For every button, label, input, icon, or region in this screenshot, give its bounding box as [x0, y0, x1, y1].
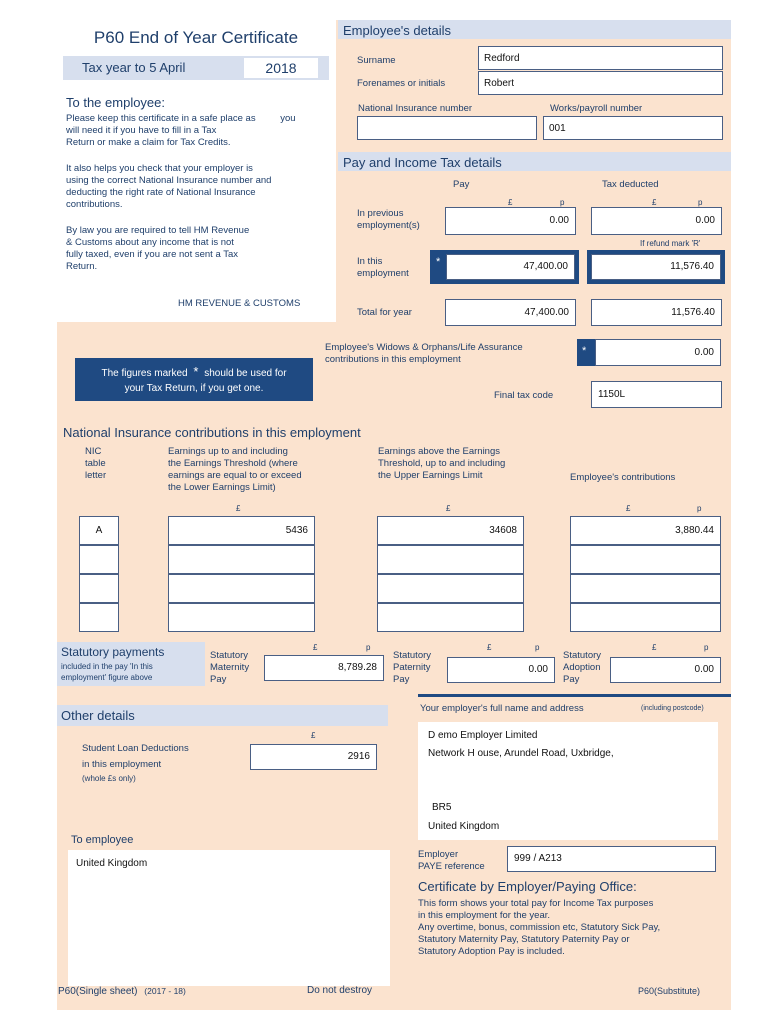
adoption-label	[563, 650, 601, 686]
nic-col2-a: Earnings up to and including	[168, 446, 288, 457]
para1-d: Return or make a claim for Tax Credits.	[66, 137, 231, 148]
para2-c: deducting the right rate of National Insurance	[66, 187, 256, 198]
nic-heading: National Insurance contributions in this employment	[63, 425, 361, 440]
previous-label-a: In previous	[357, 208, 404, 219]
nic-lel-field[interactable]	[168, 545, 315, 574]
nic-contrib-field[interactable]: 3,880.44	[570, 516, 721, 545]
statutory-sub-b: employment' figure above	[61, 673, 153, 682]
maternity-pound: £	[313, 643, 318, 652]
adoption-pound: £	[652, 643, 657, 652]
pay-col-label: Pay	[453, 179, 470, 190]
para1-a: Please keep this certificate in a safe place as	[66, 113, 256, 124]
tax-year-value[interactable]: 2018	[244, 58, 318, 78]
postcode-note: (including postcode)	[641, 705, 704, 712]
nic-col3-a: Earnings above the Earnings	[378, 446, 500, 457]
para2-d: contributions.	[66, 199, 123, 210]
refund-note: If refund mark 'R'	[640, 239, 701, 248]
nic-uel-pound: £	[446, 504, 451, 513]
maternity-c: Pay	[210, 674, 227, 685]
nic-contrib-pound: £	[626, 504, 631, 513]
student-loan-label	[82, 741, 189, 784]
forenames-field[interactable]: Robert	[478, 71, 723, 95]
figures-note-a: The figures marked	[101, 368, 188, 379]
nic-contrib-field[interactable]	[570, 603, 721, 632]
para1-c: will need it if you have to fill in a Tax	[66, 125, 217, 136]
surname-label: Surname	[357, 55, 396, 66]
employer-line4: United Kingdom	[428, 821, 500, 832]
previous-tax-field[interactable]: 0.00	[591, 207, 722, 235]
this-pay-field[interactable]: 47,400.00	[446, 254, 575, 280]
student-loan-pound: £	[311, 731, 316, 740]
footer-right: P60(Substitute)	[638, 986, 701, 996]
nic-lel-pound: £	[236, 504, 241, 513]
pay-pound: £	[508, 198, 513, 207]
to-employee-heading: To the employee:	[66, 95, 166, 110]
employer-name-label: Your employer's full name and address	[420, 703, 584, 714]
adoption-b: Adoption	[563, 662, 601, 673]
nic-col1-c: letter	[85, 470, 107, 481]
to-employee-text	[66, 113, 328, 273]
other-details-heading: Other details	[61, 708, 135, 723]
tax-pence: p	[698, 198, 703, 207]
footer-left	[58, 985, 186, 998]
ni-label: National Insurance number	[358, 103, 473, 114]
para3-d: Return.	[66, 261, 98, 272]
para3-b: & Customs about any income that is not	[66, 237, 234, 248]
para2-a: It also helps you check that your employer is	[66, 163, 253, 174]
previous-label-b: employment(s)	[357, 220, 420, 231]
works-label: Works/payroll number	[550, 103, 643, 114]
this-tax-field[interactable]: 11,576.40	[591, 254, 721, 280]
figures-note	[75, 358, 313, 401]
paternity-a: Statutory	[393, 650, 432, 661]
to-employee-address-box[interactable]	[68, 850, 390, 986]
forenames-label: Forenames or initials	[357, 78, 446, 89]
nic-lel-field[interactable]: 5436	[168, 516, 315, 545]
pay-tax-heading: Pay and Income Tax details	[343, 155, 502, 170]
nic-col4: Employee's contributions	[570, 472, 676, 483]
widows-star: *	[582, 345, 587, 357]
maternity-field[interactable]: 8,789.28	[264, 655, 384, 681]
this-label-b: employment	[357, 268, 409, 279]
paternity-pence: p	[535, 643, 540, 652]
paye-label-a: Employer	[418, 849, 459, 860]
cert-l4: Statutory Maternity Pay, Statutory Paternity Pay or	[418, 934, 630, 945]
para1-b: you	[280, 113, 296, 124]
adoption-c: Pay	[563, 674, 580, 685]
nic-contrib-pence: p	[697, 504, 702, 513]
nic-contrib-field[interactable]	[570, 545, 721, 574]
total-tax-field[interactable]: 11,576.40	[591, 299, 722, 326]
maternity-a: Statutory	[210, 650, 249, 661]
nic-letter-field[interactable]	[79, 545, 119, 574]
maternity-b: Maternity	[210, 662, 250, 673]
paye-ref-field[interactable]: 999 / A213	[507, 846, 716, 872]
cert-l5: Statutory Adoption Pay is included.	[418, 946, 565, 957]
paternity-c: Pay	[393, 674, 410, 685]
nic-col2-c: earnings are equal to or exceed	[168, 470, 302, 481]
this-pay-star: *	[436, 256, 441, 268]
this-employment-label	[357, 256, 409, 280]
certification-text	[418, 898, 660, 958]
footer-year: (2017 - 18)	[144, 986, 186, 996]
employer-line1: D emo Employer Limited	[428, 730, 538, 741]
paternity-field[interactable]: 0.00	[447, 657, 555, 683]
nic-letter-field[interactable]: A	[79, 516, 119, 545]
nic-uel-field[interactable]	[377, 574, 524, 603]
total-pay-field[interactable]: 47,400.00	[445, 299, 576, 326]
employer-line2: Network H ouse, Arundel Road, Uxbridge,	[428, 748, 614, 759]
surname-field[interactable]: Redford	[478, 46, 723, 70]
maternity-label	[210, 650, 249, 686]
widows-field[interactable]: 0.00	[595, 339, 721, 366]
widows-label-a: Employee's Widows & Orphans/Life Assurance	[325, 342, 523, 353]
certification-heading: Certificate by Employer/Paying Office:	[418, 879, 637, 894]
previous-pay-field[interactable]: 0.00	[445, 207, 576, 235]
previous-label	[357, 208, 420, 232]
hmrc-signature: HM REVENUE & CUSTOMS	[178, 298, 301, 309]
nic-col2	[168, 446, 302, 494]
paternity-b: Paternity	[393, 662, 431, 673]
paternity-pound: £	[487, 643, 492, 652]
adoption-a: Statutory	[563, 650, 602, 661]
paye-label-b: PAYE reference	[418, 861, 485, 872]
figures-note-c: your Tax Return, if you get one.	[124, 383, 264, 394]
tax-year-label: Tax year to 5 April	[82, 60, 186, 75]
student-loan-a: Student Loan Deductions	[82, 743, 189, 754]
employer-divider	[418, 694, 731, 697]
tax-col-label: Tax deducted	[602, 179, 659, 190]
nic-uel-field[interactable]: 34608	[377, 516, 524, 545]
nic-contrib-field[interactable]	[570, 574, 721, 603]
maternity-pence: p	[366, 643, 371, 652]
nic-lel-field[interactable]	[168, 603, 315, 632]
certificate-title: P60 End of Year Certificate	[93, 28, 299, 47]
para3-a: By law you are required to tell HM Revenue	[66, 225, 250, 236]
to-employee-address-label: To employee	[71, 834, 134, 846]
figures-note-b: should be used for	[204, 368, 287, 379]
cert-l1: This form shows your total pay for Income Tax purposes	[418, 898, 654, 909]
tax-pound: £	[652, 198, 657, 207]
student-loan-c: (whole £s only)	[82, 774, 136, 783]
nic-letter-field[interactable]	[79, 574, 119, 603]
to-employee-address: United Kingdom	[76, 858, 148, 869]
nic-col3	[378, 446, 505, 482]
nic-uel-field[interactable]	[377, 603, 524, 632]
paternity-label	[393, 650, 431, 686]
nic-col1	[85, 446, 106, 482]
para3-c: fully taxed, even if you are not sent a Tax	[66, 249, 238, 260]
footer-center: Do not destroy	[307, 985, 373, 996]
nic-col1-b: table	[85, 458, 106, 469]
pay-pence: p	[560, 198, 565, 207]
adoption-field[interactable]: 0.00	[610, 657, 721, 683]
statutory-sub-a: included in the pay 'In this	[61, 662, 153, 671]
adoption-pence: p	[704, 643, 709, 652]
student-loan-field[interactable]: 2916	[250, 744, 377, 770]
works-number-field[interactable]: 001	[543, 116, 723, 140]
nic-col3-b: Threshold, up to and including	[378, 458, 506, 469]
nic-col1-a: NIC	[85, 446, 102, 457]
widows-label-b: contributions in this employment	[325, 354, 461, 365]
total-label: Total for year	[357, 307, 412, 318]
this-label-a: In this	[357, 256, 383, 267]
statutory-sub	[61, 661, 153, 683]
footer-form-code: P60(Single sheet)	[58, 986, 138, 997]
widows-label	[325, 342, 523, 366]
paye-label	[418, 849, 485, 873]
employer-line3: BR5	[432, 802, 452, 813]
cert-l2: in this employment for the year.	[418, 910, 551, 921]
employee-details-heading: Employee's details	[343, 23, 451, 38]
student-loan-b: in this employment	[82, 759, 162, 770]
statutory-heading: Statutory payments	[61, 645, 165, 659]
figures-note-star: *	[193, 364, 199, 379]
para2-b: using the correct National Insurance number and	[66, 175, 272, 186]
ni-number-field[interactable]	[357, 116, 537, 140]
nic-col2-d: the Lower Earnings Limit)	[168, 482, 276, 493]
nic-col2-b: the Earnings Threshold (where	[168, 458, 298, 469]
nic-letter-field[interactable]	[79, 603, 119, 632]
cert-l3: Any overtime, bonus, commission etc, Statutory Sick Pay,	[418, 922, 661, 933]
final-tax-code-label: Final tax code	[494, 390, 554, 401]
nic-col3-c: the Upper Earnings Limit	[378, 470, 483, 481]
nic-uel-field[interactable]	[377, 545, 524, 574]
nic-lel-field[interactable]	[168, 574, 315, 603]
final-tax-code-field[interactable]: 1150L	[591, 381, 722, 408]
